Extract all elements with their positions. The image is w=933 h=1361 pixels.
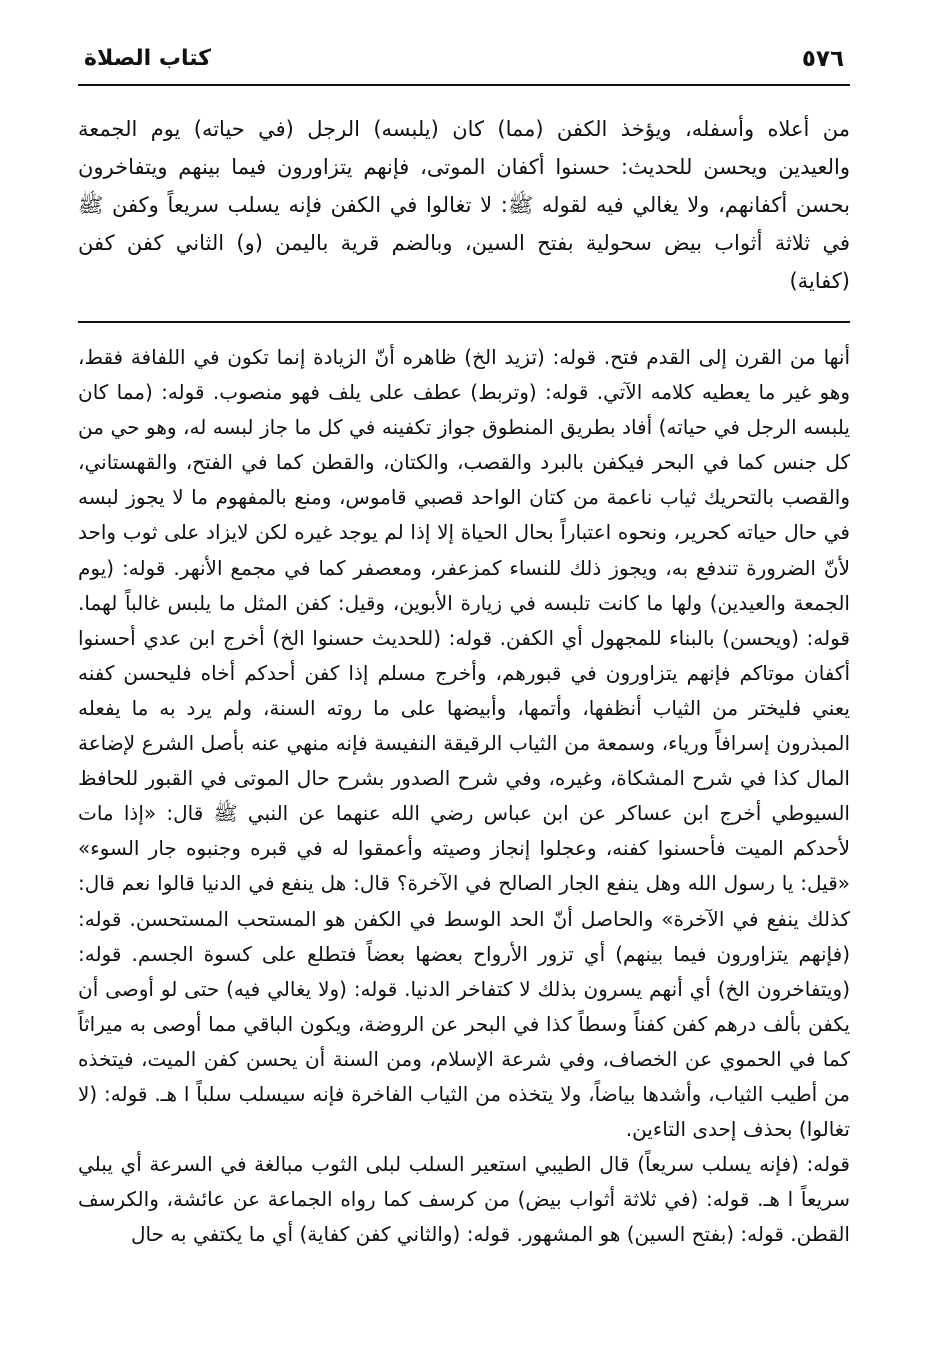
commentary-paragraph: قوله: (فإنه يسلب سريعاً) قال الطيبي استعير السلب لبلى الثوب مبالغة في السرعة أي يبلي سريعاً ا هـ. قوله: (في ثلاثة أثواب بيض) من كرسف كما رواه الجماعة عن عائشة، والكرسف القطن. قوله: (بفتح السين) هو المشهور. قوله: (والثاني كفن كفاية) أي ما يكتفي به حال xyxy=(78,1152,850,1247)
page-header xyxy=(78,40,850,86)
section-divider xyxy=(78,321,850,323)
page-number: ٥٧٦ xyxy=(801,46,844,72)
commentary-paragraph: أنها من القرن إلى القدم فتح. قوله: (تزيد الخ) ظاهره أنّ الزيادة إنما تكون في اللفافة فقط، وهو غير ما يعطيه كلامه الآتي. قوله: (وتربط) عطف على يلف فهو منصوب. قوله: (مما كان يلبسه الرجل في حياته) أفاد بطريق المنطوق جواز تكفينه في كل ما جاز لبسه له، وهو حي من كل جنس كما في البحر فيكفن بالبرد والقصب، والكتان، والقطن كما في الفتح، والقهستاني، والقصب بالتحريك ثياب ناعمة من كتان الواحد قصبي قاموس، ومنع بالمفهوم ما لا يجوز لبسه في حال حياته كحرير، ونحوه اعتباراً بحال الحياة إلا إذا لم يوجد غيره لكن لايزاد على ثوب واحد لأنّ الضرورة تندفع به، ويجوز ذلك للنساء كمزعفر، ومعصفر كما في مجمع الأنهر. قوله: (يوم الجمعة والعيدين) ولها ما كانت تلبسه في زيارة الأبوين، وقيل: كفن المثل ما يلبس غالباً لهما. قوله: (ويحسن) بالبناء للمجهول أي الكفن. قوله: (للحديث حسنوا الخ) أخرج ابن عدي أحسنوا أكفان موتاكم فإنهم يتزاورون في قبورهم، وأخرج مسلم إذا كفن أحدكم أخاه فليحسن كفنه يعني فليختر من الثياب أنظفها، وأتمها، وأبيضها على ما روته السنة، ولم يرد به ما يفعله المبذرون إسرافاً ورياء، وسمعة من الثياب الرقيقة النفيسة فإنه منهي عنه بأصل الشرع لإضاعة المال كذا في شرح المشكاة، وغيره، وفي شرح الصدور بشرح حال الموتى في القبور للحافظ السيوطي أخرج ابن عساكر عن ابن عباس رضي الله عنهما عن النبي ﷺ قال: «إذا مات لأحدكم الميت فأحسنوا كفنه، وعجلوا إنجاز وصيته وأعمقوا له في قبره وجنبوه جار السوء» «قيل: يا رسول الله وهل ينفع الجار الصالح في الآخرة؟ قال: هل ينفع في الدنيا قالوا نعم قال: كذلك ينفع في الآخرة» والحاصل أنّ الحد الوسط في الكفن هو المستحب المستحسن. قوله: (فإنهم يتزاورون فيما بينهم) أي تزور الأرواح بعضها بعضاً فتطلع على كسوة الجسم. قوله: (ويتفاخرون الخ) أي أنهم يسرون بذلك لا كتفاخر الدنيا. قوله: (ولا يغالي فيه) حتى لو أوصى أن يكفن بألف درهم كفن كفناً وسطاً كذا في البحر عن الروضة، ويكون الباقي مما أوصى به ميراثاً كما في الحموي عن الخصاف، وفي شرعة الإسلام، ومن السنة أن يحسن كفن الميت، فيتخذه من أطيب الثياب، وأشدها بياضاً، ولا يتخذه من الثياب الفاخرة فإنه سيسلب سلباً ا هـ. قوله: (لا تغالوا) بحذف إحدى التاءين. xyxy=(78,345,850,1142)
commentary-text xyxy=(78,340,850,1252)
book-title: كتاب الصلاة xyxy=(84,46,211,71)
book-page xyxy=(78,40,850,1340)
main-text: من أعلاه وأسفله، ويؤخذ الكفن (مما) كان (يلبسه) الرجل (في حياته) يوم الجمعة والعيدين ويحسن للحديث: حسنوا أكفان الموتى، فإنهم يتزاورون فيما بينهم ويتفاخرون بحسن أكفانهم، ولا يغالي فيه لقوله ﷺ: لا تغالوا في الكفن فإنه يسلب سريعاً وكفن ﷺ في ثلاثة أثواب بيض سحولية بفتح السين، وبالضم قرية باليمن (و) الثاني كفن كفن (كفاية) xyxy=(78,117,850,293)
